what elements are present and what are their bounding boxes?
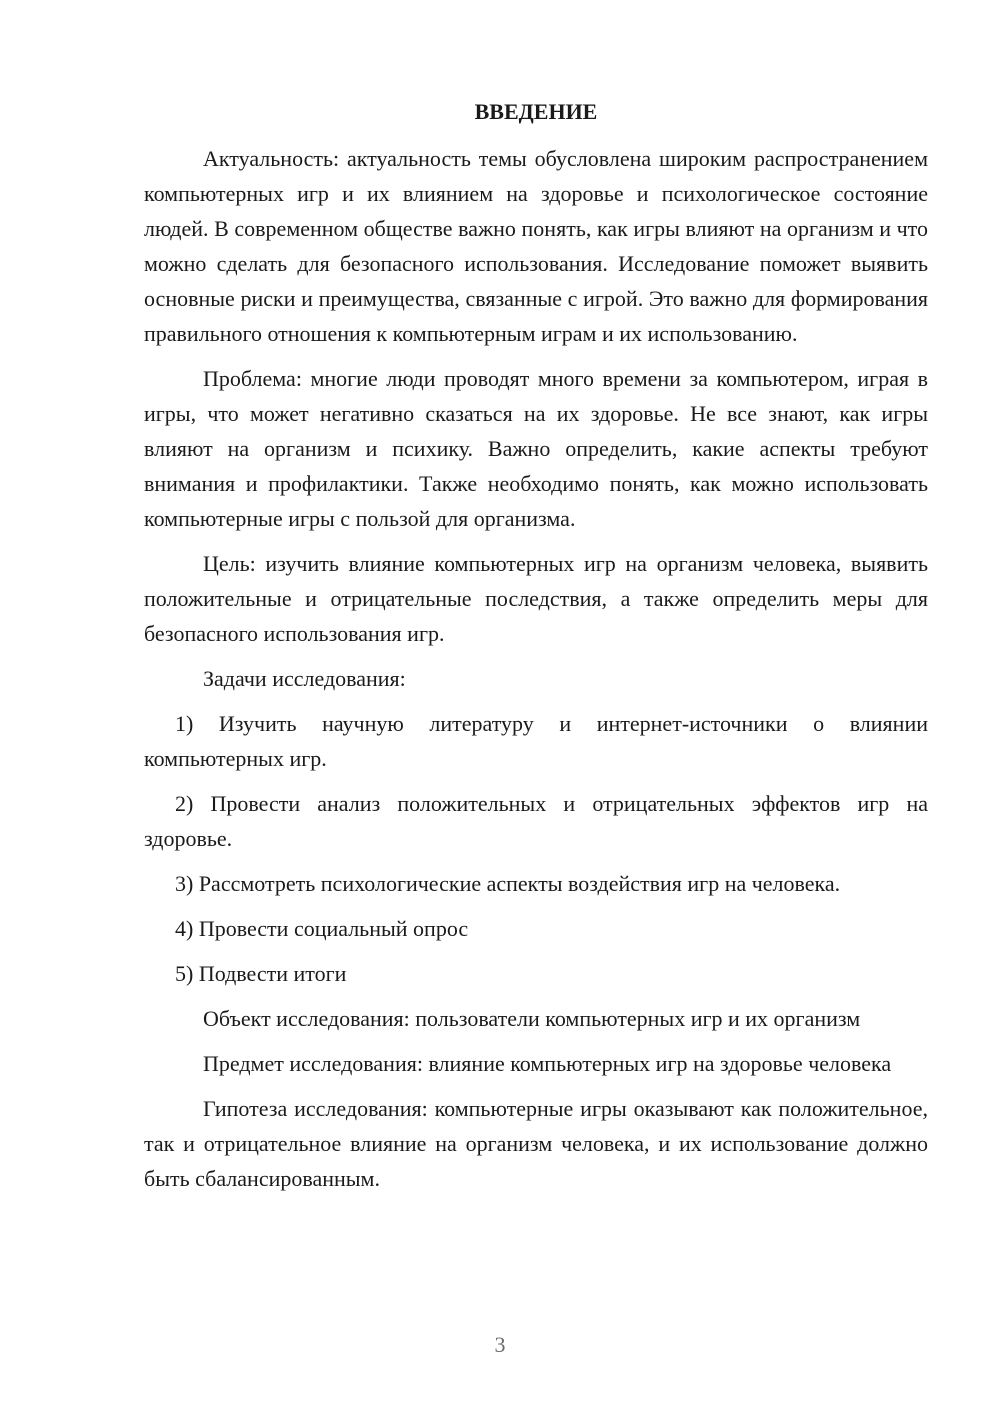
paragraph-object: Объект исследования: пользователи компьютерных игр и их организм [203, 1006, 861, 1031]
page-number: 3 [494, 1332, 506, 1357]
paragraph-hypothesis: Гипотеза исследования: компьютерные игры оказывают как положительное, так и отрицательное влияние на организм человека, и их использование должно быть сбалансированным. [144, 1096, 928, 1191]
paragraph-relevance: Актуальность: актуальность темы обусловлена широким распространением компьютерных игр и их влиянием на здоровье и психологическое состояние людей. В современном обществе важно понять, как игры влияют на организм и что можно сделать для безопасного использования. Исследование поможет выявить основные риски и преимущества, связанные с игрой. Это важно для формирования правильного отношения к компьютерным играм и их использованию. [144, 146, 928, 346]
list-item-task-4: 4) Провести социальный опрос [175, 916, 469, 941]
list-item-task-1: 1) Изучить научную литературу и интернет-источники о влиянии компьютерных игр. [144, 711, 928, 771]
paragraph-goal: Цель: изучить влияние компьютерных игр на организм человека, выявить положительные и отрицательные последствия, а также определить меры для безопасного использования игр. [144, 551, 928, 646]
list-item-task-5: 5) Подвести итоги [175, 961, 347, 986]
list-item-task-3: 3) Рассмотреть психологические аспекты воздействия игр на человека. [175, 871, 841, 896]
tasks-heading: Задачи исследования: [203, 666, 406, 691]
page-title: ВВЕДЕНИЕ [474, 99, 598, 124]
list-item-task-2: 2) Провести анализ положительных и отрицательных эффектов игр на здоровье. [144, 791, 928, 851]
document-body [144, 94, 928, 1196]
paragraph-problem: Проблема: многие люди проводят много времени за компьютером, играя в игры, что может негативно сказаться на их здоровье. Не все знают, как игры влияют на организм и психику. Важно определить, какие аспекты требуют внимания и профилактики. Также необходимо понять, как можно использовать компьютерные игры с пользой для организма. [144, 366, 928, 531]
paragraph-subject: Предмет исследования: влияние компьютерных игр на здоровье человека [203, 1051, 892, 1076]
